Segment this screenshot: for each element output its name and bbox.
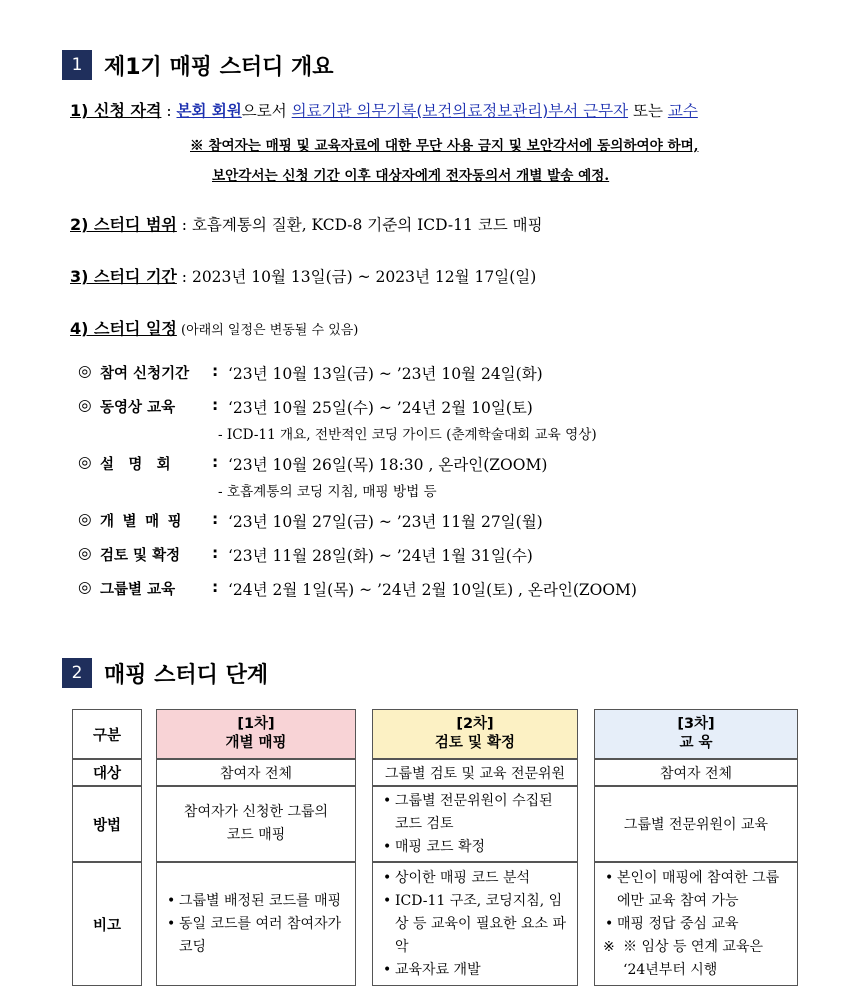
schedule-item-value: ‘23년 10월 13일(금) ~ ’23년 10월 24일(화) — [228, 365, 543, 383]
schedule-item — [78, 510, 543, 532]
list-item: • 매핑 정답 중심 교육 — [605, 913, 789, 936]
column-gap — [142, 709, 156, 759]
schedule-colon: : — [212, 396, 219, 414]
method-stage-1-line2: 코드 매핑 — [226, 827, 286, 843]
stage-3-title: 교 육 — [679, 735, 713, 751]
schedule-colon: : — [212, 544, 219, 562]
stage-3-header — [594, 709, 798, 759]
list-item: • ICD-11 구조, 코딩지침, 임상 등 교육이 필요한 요소 파악 — [383, 890, 569, 959]
eligibility-row — [70, 98, 698, 121]
schedule-item — [78, 362, 543, 384]
remarks-stage-3 — [594, 862, 798, 986]
stage-2-header — [372, 709, 578, 759]
section-1-heading — [62, 50, 334, 80]
column-gap — [578, 862, 594, 986]
target-stage-1: 참여자 전체 — [156, 759, 356, 786]
list-item: • 교육자료 개발 — [383, 959, 569, 982]
list-item: • 그룹별 배정된 코드를 매핑 — [167, 890, 347, 913]
row-label-remarks: 비고 — [72, 862, 142, 986]
eligibility-professor: 교수 — [667, 102, 698, 120]
schedule-item — [78, 544, 533, 566]
target-stage-2: 그룹별 검토 및 교육 전문위원 — [372, 759, 578, 786]
stage-1-header — [156, 709, 356, 759]
column-gap — [578, 786, 594, 862]
schedule-item-name: 그룹별 교육 — [100, 582, 176, 598]
schedule-mark: ◎ — [78, 362, 92, 380]
schedule-item-name: 참여 신청기간 — [100, 366, 190, 382]
stage-1-number: [1차] — [237, 716, 275, 732]
scope-label: 2) 스터디 범위 — [70, 215, 177, 234]
period-text: : 2023년 10월 13일(금) ~ 2023년 12월 17일(일) — [176, 268, 537, 286]
eligibility-workers: 의료기관 의무기록(보건의료정보관리)부서 근무자 — [291, 102, 629, 120]
row-label-target: 대상 — [72, 759, 142, 786]
column-gap — [356, 786, 372, 862]
period-row — [70, 264, 536, 287]
period-label: 3) 스터디 기간 — [70, 267, 177, 286]
section-2-title: 매핑 스터디 단계 — [104, 662, 269, 688]
remarks-stage-1 — [156, 862, 356, 986]
row-label-method: 방법 — [72, 786, 142, 862]
schedule-item-value: ‘23년 11월 28일(화) ~ ’24년 1월 31일(수) — [228, 547, 533, 565]
stage-1-title: 개별 매핑 — [225, 735, 287, 751]
schedule-item-value: ‘23년 10월 27일(금) ~ ’23년 11월 27일(월) — [228, 513, 543, 531]
schedule-item-value: ‘24년 2월 1일(목) ~ ’24년 2월 10일(토) , 온라인(ZOOM) — [228, 581, 637, 599]
column-gap — [578, 759, 594, 786]
section-1-title: 제1기 매핑 스터디 개요 — [104, 54, 334, 80]
stage-3-number: [3차] — [677, 716, 715, 732]
method-stage-1 — [156, 786, 356, 862]
schedule-mark: ◎ — [78, 544, 92, 562]
list-item: • 매핑 코드 확정 — [383, 836, 569, 859]
table-row-remarks — [72, 862, 798, 986]
column-gap — [578, 709, 594, 759]
table-row-method — [72, 786, 798, 862]
eligibility-note-line1: ※ 참여자는 매핑 및 교육자료에 대한 무단 사용 금지 및 보안각서에 동의하여야 하며, — [190, 138, 699, 154]
schedule-item-detail: - 호흡계통의 코딩 지침, 매핑 방법 등 — [218, 484, 437, 500]
remarks-stage-2 — [372, 862, 578, 986]
schedule-item-value: ‘23년 10월 26일(목) 18:30 , 온라인(ZOOM) — [228, 456, 548, 474]
stage-2-number: [2차] — [456, 716, 494, 732]
section-2-heading — [62, 658, 268, 688]
method-stage-3: 그룹별 전문위원이 교육 — [594, 786, 798, 862]
eligibility-note-line2: 보안각서는 신청 기간 이후 대상자에게 전자동의서 개별 발송 예정. — [212, 168, 610, 184]
schedule-note: (아래의 일정은 변동될 수 있음) — [176, 323, 359, 338]
schedule-mark: ◎ — [78, 510, 92, 528]
eligibility-text-2: 으로서 — [241, 102, 292, 120]
table-row-target — [72, 759, 798, 786]
method-stage-2 — [372, 786, 578, 862]
table-header-row — [72, 709, 798, 759]
stages-table — [72, 709, 798, 986]
schedule-item-name: 검토 및 확정 — [100, 548, 181, 564]
list-item: • 동일 코드를 여러 참여자가 코딩 — [167, 913, 347, 959]
list-item: • 그룹별 전문위원이 수집된 코드 검토 — [383, 790, 569, 836]
eligibility-member: 본회 회원 — [176, 102, 242, 120]
schedule-colon: : — [212, 453, 219, 471]
list-item: • 상이한 매핑 코드 분석 — [383, 867, 569, 890]
schedule-colon: : — [212, 362, 219, 380]
section-2-number: 2 — [62, 658, 92, 688]
table-corner: 구분 — [72, 709, 142, 759]
schedule-item — [78, 453, 547, 475]
schedule-item-detail: - ICD-11 개요, 전반적인 코딩 가이드 (춘계학술대회 교육 영상) — [218, 427, 597, 443]
schedule-colon: : — [212, 510, 219, 528]
reference-note: ※ ※ 임상 등 연계 교육은 ‘24년부터 시행 — [605, 936, 789, 982]
column-gap — [142, 862, 156, 986]
column-gap — [356, 709, 372, 759]
schedule-mark: ◎ — [78, 578, 92, 596]
section-1-number: 1 — [62, 50, 92, 80]
target-stage-3: 참여자 전체 — [594, 759, 798, 786]
list-item: • 본인이 매핑에 참여한 그룹에만 교육 참여 가능 — [605, 867, 789, 913]
schedule-row — [70, 316, 358, 339]
schedule-colon: : — [212, 578, 219, 596]
schedule-item — [78, 396, 533, 418]
eligibility-colon: : — [161, 102, 177, 120]
column-gap — [142, 759, 156, 786]
eligibility-label: 1) 신청 자격 — [70, 101, 162, 120]
method-stage-1-line1: 참여자가 신청한 그룹의 — [183, 804, 329, 820]
schedule-mark: ◎ — [78, 396, 92, 414]
schedule-item — [78, 578, 637, 600]
schedule-item-name: 동영상 교육 — [100, 400, 176, 416]
eligibility-text-4: 또는 — [628, 102, 668, 120]
schedule-item-value: ‘23년 10월 25일(수) ~ ’24년 2월 10일(토) — [228, 399, 533, 417]
column-gap — [142, 786, 156, 862]
column-gap — [356, 862, 372, 986]
schedule-item-name: 개 별 매 핑 — [100, 514, 184, 530]
schedule-item-name: 설 명 회 — [100, 457, 176, 473]
schedule-mark: ◎ — [78, 453, 92, 471]
stage-2-title: 검토 및 확정 — [434, 735, 516, 751]
schedule-label: 4) 스터디 일정 — [70, 319, 177, 338]
scope-text: : 호흡계통의 질환, KCD-8 기준의 ICD-11 코드 매핑 — [176, 216, 543, 234]
scope-row — [70, 212, 543, 235]
column-gap — [356, 759, 372, 786]
